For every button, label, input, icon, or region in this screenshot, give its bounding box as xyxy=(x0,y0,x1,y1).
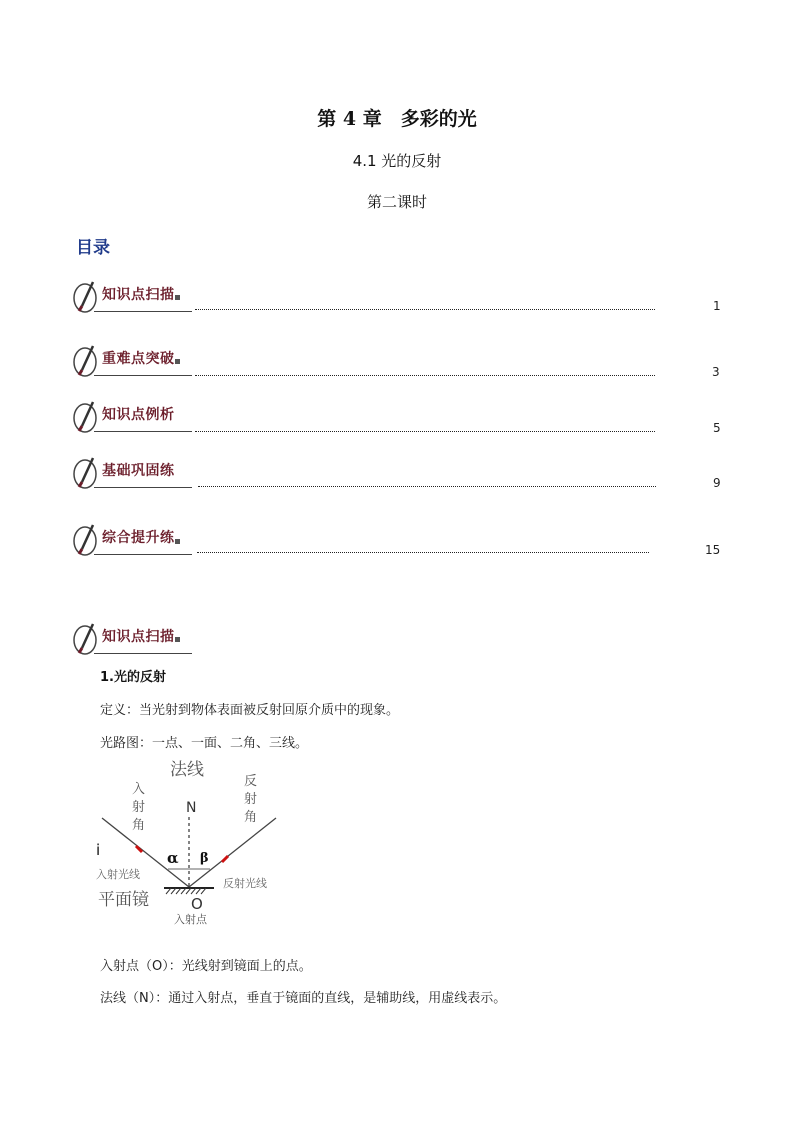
section-badge xyxy=(72,622,197,656)
brush-icon xyxy=(72,344,102,378)
toc-page-number: 3 xyxy=(712,365,720,379)
badge-underline xyxy=(94,487,192,488)
incidence-point-label: 入射点 xyxy=(174,913,207,926)
mirror-label: 平面镜 xyxy=(98,890,149,910)
toc-item-label: 基础巩固练 xyxy=(102,463,175,479)
i-mark: i xyxy=(96,841,101,859)
o-label: O xyxy=(191,895,203,913)
n-label: N xyxy=(186,800,197,816)
toc-item-label: 重难点突破 xyxy=(102,351,175,367)
toc-leader xyxy=(197,552,649,553)
section-badge-label: 知识点扫描 xyxy=(102,629,175,645)
corner-mark-icon xyxy=(175,295,180,300)
toc-item-label: 知识点例析 xyxy=(102,407,175,423)
toc-item-badge[interactable] xyxy=(72,400,197,434)
reflect-angle-char: 射 xyxy=(244,792,258,807)
incident-ray-label: 入射光线 xyxy=(96,868,140,881)
toc-item-badge[interactable] xyxy=(72,280,197,314)
incident-angle-label xyxy=(132,782,145,833)
brush-icon xyxy=(72,622,102,656)
toc-item-label: 知识点扫描 xyxy=(102,287,175,303)
toc-leader xyxy=(195,375,655,376)
reflection-diagram xyxy=(90,755,290,930)
toc-item-label: 综合提升练 xyxy=(102,530,175,546)
toc-leader xyxy=(195,431,655,432)
incident-angle-char: 射 xyxy=(132,800,146,815)
toc-heading: 目录 xyxy=(76,238,110,258)
badge-underline xyxy=(94,653,192,654)
brush-icon xyxy=(72,456,102,490)
reflected-arrow-icon xyxy=(222,856,228,862)
toc-item-badge[interactable] xyxy=(72,456,197,490)
incident-angle-char: 角 xyxy=(132,818,146,833)
reflected-ray-label: 反射光线 xyxy=(223,877,267,890)
toc-page-number: 5 xyxy=(713,421,721,435)
reflect-angle-char: 角 xyxy=(244,810,258,825)
badge-underline xyxy=(94,431,192,432)
badge-underline xyxy=(94,375,192,376)
toc-item-badge[interactable] xyxy=(72,344,197,378)
incidence-point-text: 入射点（O）：光线射到镜面上的点。 xyxy=(100,959,312,974)
normal-line-text: 法线（N）：通过入射点，垂直于镜面的直线，是辅助线，用虚线表示。 xyxy=(100,991,507,1006)
corner-mark-icon xyxy=(175,359,180,364)
brush-icon xyxy=(72,280,102,314)
brush-icon xyxy=(72,400,102,434)
toc-page-number: 1 xyxy=(713,299,721,313)
reflect-angle-char: 反 xyxy=(244,774,258,789)
toc-page-number: 9 xyxy=(713,476,721,490)
corner-mark-icon xyxy=(175,539,180,544)
incident-angle-char: 入 xyxy=(132,782,146,797)
beta-label: β xyxy=(200,851,209,866)
badge-underline xyxy=(94,311,192,312)
toc-leader xyxy=(198,486,656,487)
light-path-text: 光路图：一点、一面、二角、三线。 xyxy=(100,736,309,751)
corner-mark-icon xyxy=(175,637,180,642)
normal-label: 法线 xyxy=(170,760,204,780)
chapter-title: 第 4 章 多彩的光 xyxy=(317,108,477,130)
subheading: 1.光的反射 xyxy=(100,670,166,685)
definition-text: 定义：当光射到物体表面被反射回原介质中的现象。 xyxy=(100,703,400,718)
badge-underline xyxy=(94,554,192,555)
lesson-title: 第二课时 xyxy=(366,193,427,211)
alpha-label: α xyxy=(167,849,179,867)
toc-leader xyxy=(195,309,655,310)
incident-arrow-icon xyxy=(136,846,142,852)
toc-page-number: 15 xyxy=(705,543,721,557)
toc-item-badge[interactable] xyxy=(72,523,197,557)
brush-icon xyxy=(72,523,102,557)
reflect-angle-label xyxy=(244,774,257,825)
section-title: 4.1 光的反射 xyxy=(352,152,442,170)
